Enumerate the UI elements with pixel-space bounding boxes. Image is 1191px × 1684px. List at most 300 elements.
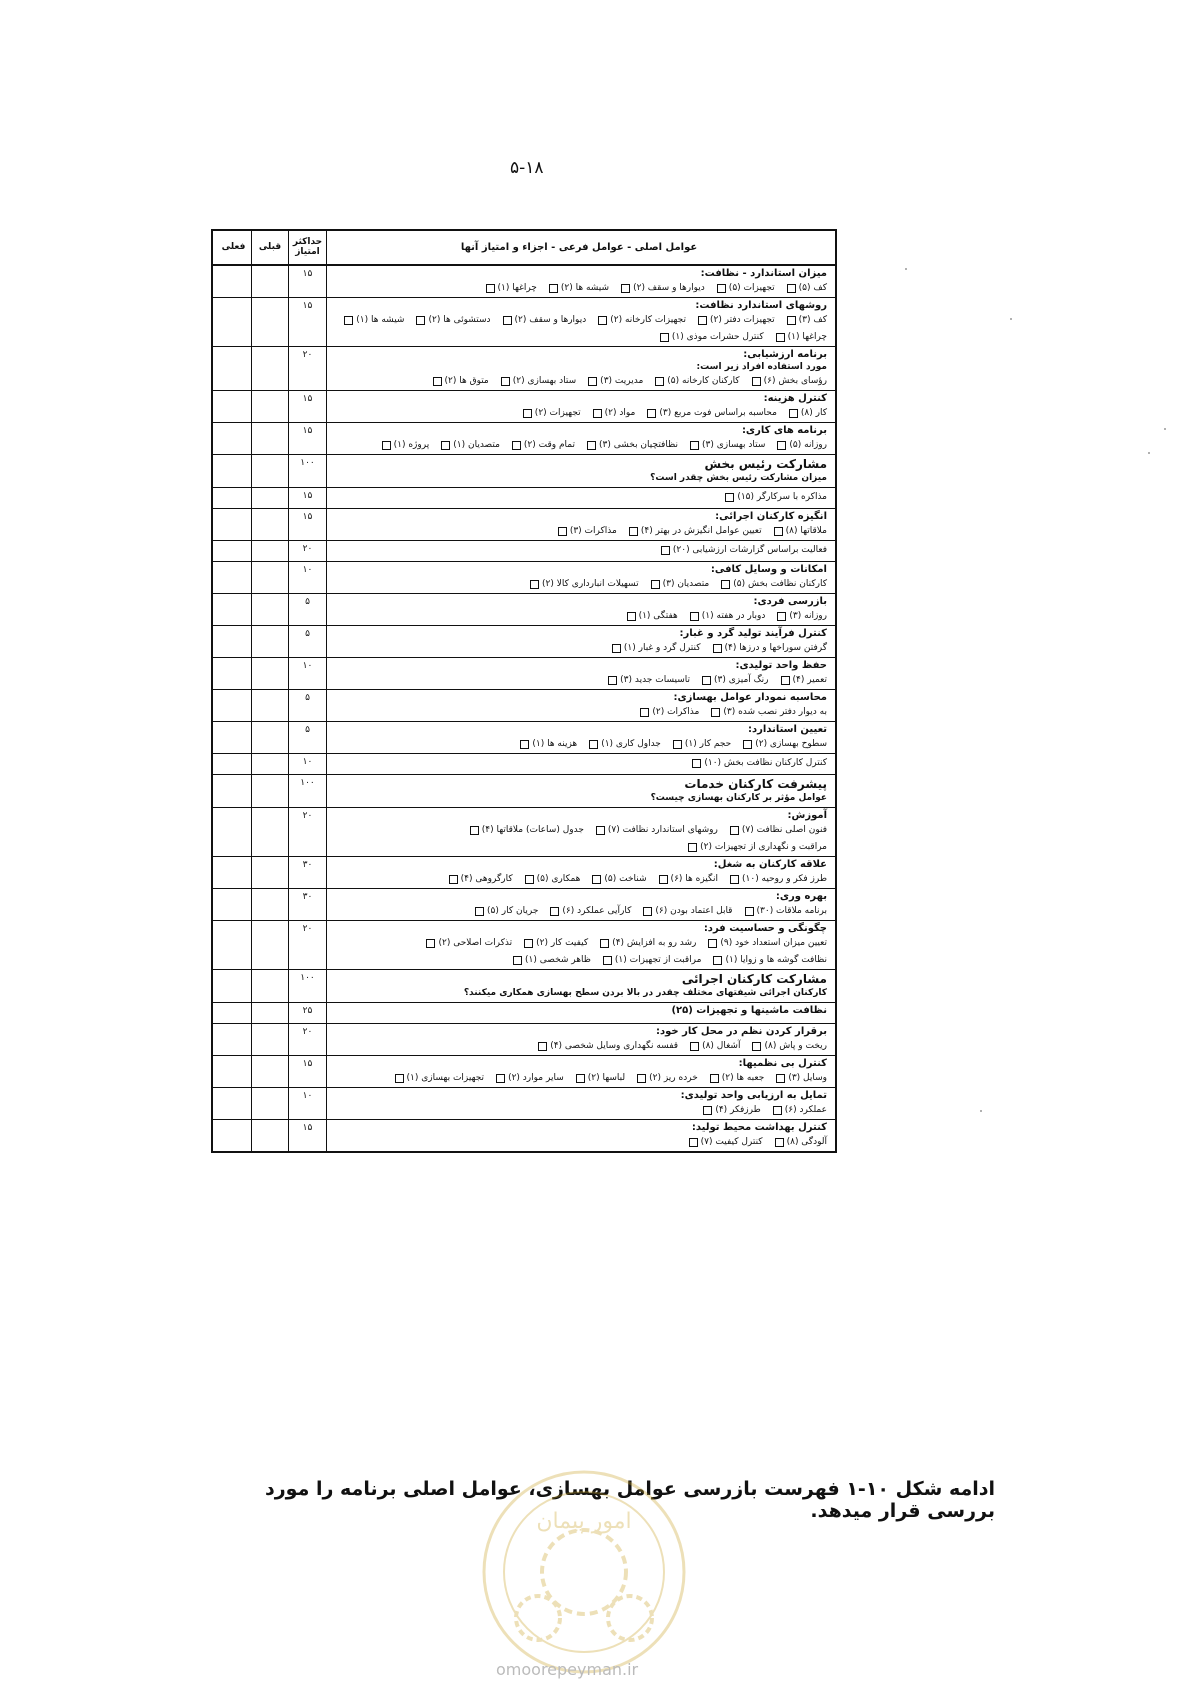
checkbox[interactable]: [721, 580, 730, 589]
checkbox[interactable]: [501, 377, 510, 386]
factor-title: آموزش:: [787, 810, 827, 821]
checkbox[interactable]: [344, 316, 353, 325]
option-item[interactable]: [690, 438, 765, 452]
option-item[interactable]: [629, 524, 762, 538]
option-label: تعیین میزان استعداد خود (۹): [720, 938, 827, 948]
before-score-cell[interactable]: [251, 690, 288, 721]
factor-title: بازرسی فردی:: [753, 596, 827, 607]
checkbox[interactable]: [752, 1042, 761, 1051]
option-item[interactable]: [698, 313, 775, 327]
option-item[interactable]: [524, 936, 588, 950]
option-label: دستشوئی ها (۲): [428, 315, 491, 325]
before-score-cell[interactable]: [251, 1088, 288, 1119]
option-item[interactable]: [395, 1071, 485, 1085]
checkbox[interactable]: [710, 1074, 719, 1083]
option-list: [331, 936, 827, 967]
checkbox[interactable]: [713, 644, 722, 653]
factor-title: پیشرفت کارکنان خدمات: [684, 777, 827, 791]
after-score-cell[interactable]: [216, 658, 251, 689]
option-item[interactable]: [787, 313, 827, 327]
checkbox[interactable]: [688, 843, 697, 852]
option-item[interactable]: [640, 705, 699, 719]
option-item[interactable]: [708, 936, 827, 950]
option-label: نظافت گوشه ها و زوایا (۱): [725, 955, 827, 965]
checkbox[interactable]: [692, 759, 701, 768]
checkbox[interactable]: [475, 907, 484, 916]
option-item[interactable]: [530, 577, 639, 591]
checkbox[interactable]: [789, 409, 798, 418]
before-score-cell[interactable]: [251, 626, 288, 657]
checkbox[interactable]: [660, 333, 669, 342]
checkbox[interactable]: [503, 316, 512, 325]
option-item[interactable]: [710, 1071, 765, 1085]
option-label: مذاکرات (۳): [569, 526, 617, 536]
option-item[interactable]: [659, 872, 718, 886]
max-score-cell: ۲۵: [288, 1003, 326, 1023]
option-item[interactable]: [673, 737, 731, 751]
option-label: شیشه ها (۲): [560, 283, 610, 293]
checkbox[interactable]: [743, 740, 752, 749]
checkbox[interactable]: [449, 875, 458, 884]
option-item[interactable]: [621, 281, 705, 295]
checkbox[interactable]: [713, 956, 722, 965]
factor-cell: [326, 722, 835, 753]
option-item[interactable]: [344, 313, 404, 327]
option-item[interactable]: [713, 953, 827, 967]
after-score-cell[interactable]: [216, 690, 251, 721]
option-list: [331, 1039, 827, 1053]
factor-title: تعیین استاندارد:: [748, 724, 827, 735]
option-item[interactable]: [549, 281, 609, 295]
factor-title: کنترل بهداشت محیط تولید:: [691, 1122, 827, 1133]
option-item[interactable]: [513, 953, 591, 967]
checkbox[interactable]: [433, 377, 442, 386]
checkbox[interactable]: [441, 441, 450, 450]
option-item[interactable]: [777, 438, 827, 452]
factor-cell: [326, 857, 835, 888]
after-score-cell[interactable]: [216, 541, 251, 561]
checkbox[interactable]: [659, 875, 668, 884]
option-item[interactable]: [655, 374, 739, 388]
before-score-cell[interactable]: [251, 1003, 288, 1023]
after-score-cell[interactable]: [216, 970, 251, 1002]
option-item[interactable]: [627, 609, 678, 623]
option-label: تذکرات اصلاحی (۲): [438, 938, 513, 948]
after-score-cell[interactable]: [216, 347, 251, 390]
option-item[interactable]: [660, 330, 764, 344]
option-item[interactable]: [523, 406, 581, 420]
option-item[interactable]: [781, 673, 827, 687]
option-item[interactable]: [416, 313, 490, 327]
factor-title: مشارکت کارکنان اجرائی: [681, 972, 827, 986]
option-item[interactable]: [690, 609, 766, 623]
after-score-cell[interactable]: [216, 857, 251, 888]
factor-cell: [326, 1024, 835, 1055]
option-label: شیشه ها (۱): [356, 315, 405, 325]
option-label: هفتگی (۱): [638, 611, 678, 621]
option-item[interactable]: [503, 313, 587, 327]
checkbox[interactable]: [730, 826, 739, 835]
factor-cell: [326, 509, 835, 540]
checkbox[interactable]: [524, 939, 533, 948]
option-list: [331, 406, 827, 420]
option-item[interactable]: [596, 823, 718, 837]
option-item[interactable]: [651, 577, 710, 591]
option-item[interactable]: [721, 577, 827, 591]
option-item[interactable]: [774, 524, 827, 538]
before-score-cell[interactable]: [251, 775, 288, 807]
checkbox[interactable]: [589, 740, 598, 749]
checkbox[interactable]: [673, 740, 682, 749]
option-item[interactable]: [600, 936, 696, 950]
checkbox[interactable]: [777, 441, 786, 450]
checkbox[interactable]: [698, 316, 707, 325]
option-item[interactable]: [688, 840, 827, 854]
option-item[interactable]: [538, 1039, 678, 1053]
option-label: کنترل کیفیت (۷): [700, 1137, 763, 1147]
before-score-cell[interactable]: [251, 1120, 288, 1151]
option-item[interactable]: [776, 330, 827, 344]
checkbox[interactable]: [708, 939, 717, 948]
before-score-cell[interactable]: [251, 889, 288, 920]
factor-cell: [326, 1120, 835, 1151]
checkbox[interactable]: [773, 1106, 782, 1115]
option-label: مراقبت از تجهیزات (۱): [614, 955, 702, 965]
option-item[interactable]: [426, 936, 512, 950]
option-item[interactable]: [776, 1071, 827, 1085]
checkbox[interactable]: [690, 1042, 699, 1051]
checkbox[interactable]: [549, 284, 558, 293]
checkbox[interactable]: [651, 580, 660, 589]
after-score-cell[interactable]: [216, 488, 251, 508]
option-label: کنترل گرد و غبار (۱): [623, 643, 701, 653]
option-item[interactable]: [486, 281, 537, 295]
checkbox[interactable]: [558, 527, 567, 536]
option-label: جریان کار (۵): [487, 906, 539, 916]
before-score-cell[interactable]: [251, 541, 288, 561]
option-item[interactable]: [789, 406, 827, 420]
checkbox[interactable]: [600, 939, 609, 948]
option-label: متوق ها (۲): [444, 376, 489, 386]
checkbox[interactable]: [725, 493, 734, 502]
after-score-cell[interactable]: [216, 775, 251, 807]
option-item[interactable]: [608, 673, 690, 687]
checkbox[interactable]: [702, 676, 711, 685]
option-label: تعمیر (۴): [792, 675, 827, 685]
before-score-cell[interactable]: [251, 488, 288, 508]
table-row: [213, 775, 835, 808]
checkbox[interactable]: [774, 527, 783, 536]
option-label: آشغال (۸): [702, 1041, 741, 1051]
factor-cell: [326, 594, 835, 625]
before-score-cell[interactable]: [251, 970, 288, 1002]
before-score-cell[interactable]: [251, 594, 288, 625]
checkbox[interactable]: [655, 377, 664, 386]
option-item[interactable]: [690, 1039, 740, 1053]
checkbox[interactable]: [703, 1106, 712, 1115]
option-item[interactable]: [717, 281, 775, 295]
after-score-cell[interactable]: [216, 1056, 251, 1087]
before-score-cell[interactable]: [251, 423, 288, 454]
checkbox[interactable]: [525, 875, 534, 884]
before-score-cell[interactable]: [251, 808, 288, 856]
checkbox[interactable]: [647, 409, 656, 418]
option-item[interactable]: [603, 953, 702, 967]
option-item[interactable]: [501, 374, 576, 388]
checkbox[interactable]: [627, 612, 636, 621]
checkbox[interactable]: [603, 956, 612, 965]
option-item[interactable]: [661, 543, 827, 557]
after-score-cell[interactable]: [216, 722, 251, 753]
option-item[interactable]: [382, 438, 430, 452]
checkbox[interactable]: [637, 1074, 646, 1083]
checkbox[interactable]: [717, 284, 726, 293]
checkbox[interactable]: [643, 907, 652, 916]
header-before: قبلی: [251, 231, 288, 264]
option-item[interactable]: [702, 673, 769, 687]
option-item[interactable]: [593, 406, 636, 420]
after-score-cell[interactable]: [216, 266, 251, 297]
table-row: [213, 541, 835, 562]
option-item[interactable]: [520, 737, 577, 751]
option-item[interactable]: [713, 641, 827, 655]
checkbox[interactable]: [608, 676, 617, 685]
option-label: طرز فکر و روحیه (۱۰): [742, 874, 827, 884]
option-item[interactable]: [588, 374, 643, 388]
factor-cell: [326, 754, 835, 774]
page-number: ۵-۱۸: [510, 158, 544, 178]
before-score-cell[interactable]: [251, 347, 288, 390]
before-score-cell[interactable]: [251, 722, 288, 753]
option-item[interactable]: [637, 1071, 698, 1085]
option-item[interactable]: [449, 872, 513, 886]
checkbox[interactable]: [576, 1074, 585, 1083]
max-score-cell: ۵: [288, 594, 326, 625]
checkbox[interactable]: [596, 826, 605, 835]
option-item[interactable]: [592, 872, 646, 886]
checkbox[interactable]: [520, 740, 529, 749]
checkbox[interactable]: [775, 1138, 784, 1147]
option-label: برنامه ملاقات (۳۰): [756, 906, 827, 916]
checkbox[interactable]: [416, 316, 425, 325]
option-item[interactable]: [787, 281, 827, 295]
checkbox[interactable]: [690, 612, 699, 621]
factor-cell: [326, 562, 835, 593]
option-item[interactable]: [647, 406, 777, 420]
option-item[interactable]: [470, 823, 584, 837]
before-score-cell[interactable]: [251, 658, 288, 689]
option-item[interactable]: [703, 1103, 760, 1117]
before-score-cell[interactable]: [251, 921, 288, 969]
after-score-cell[interactable]: [216, 594, 251, 625]
checkbox[interactable]: [598, 316, 607, 325]
option-item[interactable]: [643, 904, 732, 918]
option-list: [331, 524, 827, 538]
site-url: omoorepeyman.ir: [496, 1660, 639, 1679]
before-score-cell[interactable]: [251, 1024, 288, 1055]
factor-subtitle: کارکنان اجرائی شیفتهای مختلف چقدر در بالا بردن سطح بهسازی همکاری میکنند؟: [463, 988, 827, 998]
option-list: [331, 823, 827, 854]
option-item[interactable]: [730, 823, 827, 837]
before-score-cell[interactable]: [251, 298, 288, 346]
checkbox[interactable]: [781, 676, 790, 685]
checkbox[interactable]: [496, 1074, 505, 1083]
option-label: روزانه (۵): [789, 440, 827, 450]
checkbox[interactable]: [776, 333, 785, 342]
option-item[interactable]: [777, 609, 827, 623]
after-score-cell[interactable]: [216, 298, 251, 346]
checkbox[interactable]: [513, 956, 522, 965]
factor-title: برنامه ارزشیابی:: [743, 349, 827, 360]
checkbox[interactable]: [550, 907, 559, 916]
checkbox[interactable]: [690, 441, 699, 450]
checkbox[interactable]: [776, 1074, 785, 1083]
after-score-cell[interactable]: [216, 889, 251, 920]
option-list: [331, 1071, 827, 1085]
table-header: [213, 231, 835, 266]
checkbox[interactable]: [382, 441, 391, 450]
option-label: روشهای استاندارد نظافت (۷): [607, 825, 718, 835]
checkbox[interactable]: [538, 1042, 547, 1051]
header-after: فعلی: [221, 241, 246, 252]
after-score-cell[interactable]: [216, 562, 251, 593]
option-label: فنون اصلی نظافت (۷): [741, 825, 827, 835]
option-label: قفسه نگهداری وسایل شخصی (۴): [550, 1041, 679, 1051]
checkbox[interactable]: [730, 875, 739, 884]
before-score-cell[interactable]: [251, 266, 288, 297]
checkbox[interactable]: [530, 580, 539, 589]
option-item[interactable]: [730, 872, 827, 886]
checkbox[interactable]: [661, 546, 670, 555]
after-score-cell[interactable]: [216, 509, 251, 540]
factor-title: تمایل به ارزیابی واحد تولیدی:: [680, 1090, 827, 1101]
option-list: [331, 1135, 827, 1149]
option-label: ریخت و پاش (۸): [764, 1041, 827, 1051]
checkbox[interactable]: [629, 527, 638, 536]
max-score-cell: ۱۰۰: [288, 775, 326, 807]
option-label: سطوح بهسازی (۲): [755, 739, 827, 749]
checkbox[interactable]: [523, 409, 532, 418]
max-score-cell: ۵: [288, 722, 326, 753]
checkbox[interactable]: [470, 826, 479, 835]
option-item[interactable]: [550, 904, 631, 918]
after-score-cell[interactable]: [216, 423, 251, 454]
option-item[interactable]: [441, 438, 500, 452]
factor-title: کنترل بی نظمیها:: [738, 1058, 827, 1069]
after-score-cell[interactable]: [216, 921, 251, 969]
option-item[interactable]: [576, 1071, 625, 1085]
checkbox[interactable]: [593, 409, 602, 418]
checkbox[interactable]: [426, 939, 435, 948]
before-score-cell[interactable]: [251, 754, 288, 774]
checkbox[interactable]: [640, 708, 649, 717]
checkbox[interactable]: [621, 284, 630, 293]
factor-subtitle: عوامل مؤثر بر کارکنان بهسازی چیست؟: [650, 793, 827, 803]
option-item[interactable]: [525, 872, 581, 886]
max-score-cell: ۱۵: [288, 423, 326, 454]
checkbox[interactable]: [592, 875, 601, 884]
option-list: [331, 673, 827, 687]
option-item[interactable]: [433, 374, 489, 388]
option-item[interactable]: [775, 1135, 827, 1149]
before-score-cell[interactable]: [251, 509, 288, 540]
option-label: محاسبه براساس فوت مربع (۳): [659, 408, 777, 418]
option-item[interactable]: [752, 374, 827, 388]
checkbox[interactable]: [486, 284, 495, 293]
option-label: روزانه (۳): [789, 611, 827, 621]
after-score-cell[interactable]: [216, 391, 251, 422]
option-item[interactable]: [711, 705, 827, 719]
option-label: رنگ آمیزی (۳): [713, 675, 769, 685]
option-label: جعبه ها (۲): [721, 1073, 765, 1083]
after-score-cell[interactable]: [216, 626, 251, 657]
checkbox[interactable]: [752, 377, 761, 386]
checkbox[interactable]: [587, 441, 596, 450]
option-label: کارآیی عملکرد (۶): [562, 906, 632, 916]
option-item[interactable]: [587, 438, 678, 452]
before-score-cell[interactable]: [251, 391, 288, 422]
after-score-cell[interactable]: [216, 808, 251, 856]
after-score-cell[interactable]: [216, 1120, 251, 1151]
checkbox[interactable]: [512, 441, 521, 450]
checkbox[interactable]: [689, 1138, 698, 1147]
option-item[interactable]: [512, 438, 575, 452]
option-item[interactable]: [745, 904, 828, 918]
before-score-cell[interactable]: [251, 857, 288, 888]
max-score-cell: ۱۰: [288, 562, 326, 593]
after-score-cell[interactable]: [216, 754, 251, 774]
option-item[interactable]: [612, 641, 701, 655]
max-score-cell: ۱۰۰: [288, 455, 326, 487]
after-score-cell[interactable]: [216, 455, 251, 487]
checkbox[interactable]: [787, 316, 796, 325]
option-item[interactable]: [692, 756, 827, 770]
option-item[interactable]: [558, 524, 617, 538]
option-item[interactable]: [725, 490, 827, 504]
option-item[interactable]: [598, 313, 686, 327]
checkbox[interactable]: [395, 1074, 404, 1083]
checkbox[interactable]: [787, 284, 796, 293]
before-score-cell[interactable]: [251, 562, 288, 593]
checkbox[interactable]: [612, 644, 621, 653]
checkbox[interactable]: [745, 907, 754, 916]
option-item[interactable]: [689, 1135, 763, 1149]
option-label: دوبار در هفته (۱): [701, 611, 766, 621]
checkbox[interactable]: [711, 708, 720, 717]
after-score-cell[interactable]: [216, 1088, 251, 1119]
checkbox[interactable]: [777, 612, 786, 621]
option-item[interactable]: [773, 1103, 827, 1117]
option-label: قابل اعتماد بودن (۶): [655, 906, 733, 916]
option-item[interactable]: [743, 737, 827, 751]
option-label: تجهیزات دفتر (۲): [709, 315, 775, 325]
after-score-cell[interactable]: [216, 1003, 251, 1023]
after-score-cell[interactable]: [216, 1024, 251, 1055]
before-score-cell[interactable]: [251, 455, 288, 487]
option-list: [331, 313, 827, 344]
option-label: طرزفکر (۴): [715, 1105, 761, 1115]
factor-cell: [326, 423, 835, 454]
option-item[interactable]: [496, 1071, 564, 1085]
option-item[interactable]: [752, 1039, 827, 1053]
option-label: دیوارها و سقف (۲): [633, 283, 705, 293]
option-label: رؤسای بخش (۶): [763, 376, 827, 386]
option-item[interactable]: [589, 737, 661, 751]
before-score-cell[interactable]: [251, 1056, 288, 1087]
checkbox[interactable]: [588, 377, 597, 386]
option-item[interactable]: [475, 904, 538, 918]
table-row: [213, 754, 835, 775]
